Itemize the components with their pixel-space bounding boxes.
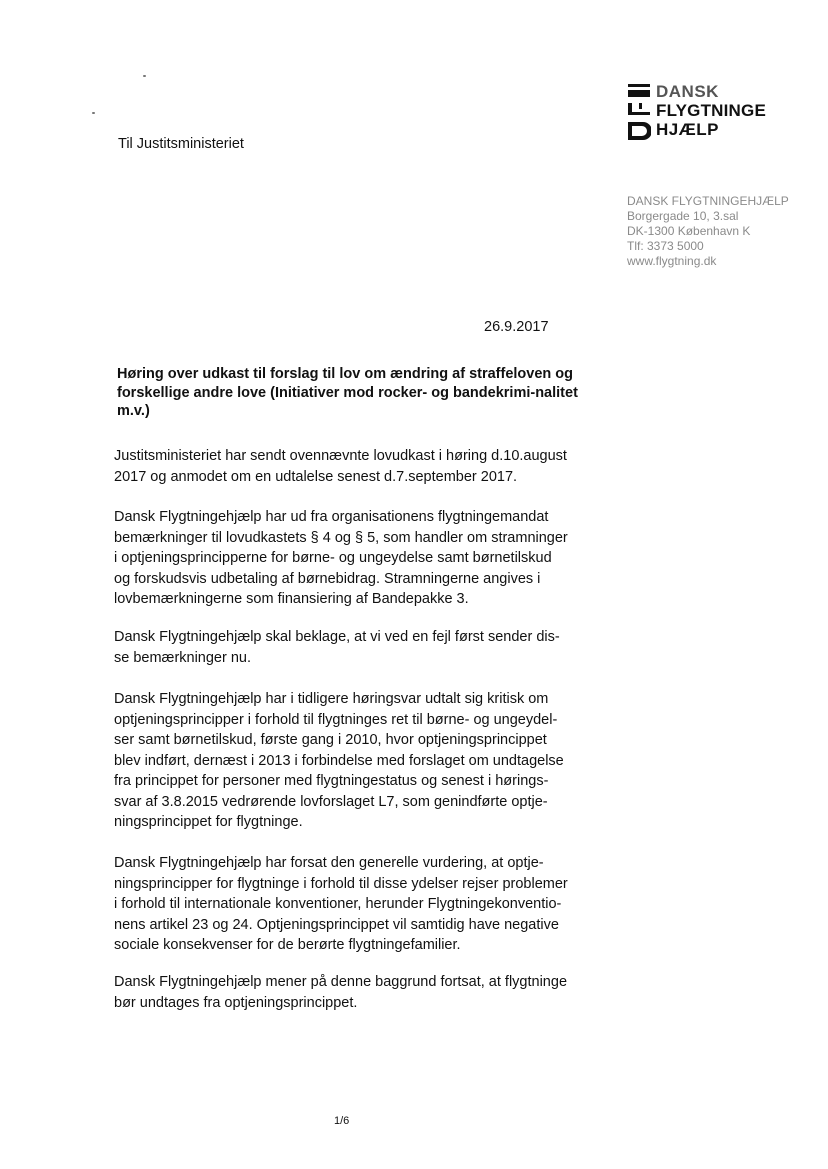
- logo-line-1: DANSK: [656, 82, 719, 101]
- logo-line-2: FLYGTNINGE: [656, 101, 766, 120]
- paragraph-line: nens artikel 23 og 24. Optjeningsprincippet vil samtidig have negative: [114, 916, 559, 933]
- organization-logo: [627, 82, 797, 144]
- dfh-emblem-icon: [627, 84, 651, 142]
- paragraph-line: lovbemærkningerne som finansiering af Bandepakke 3.: [114, 591, 469, 607]
- paragraph-line: optjeningsprincipper i forhold til flygtninges ret til børne- og ungeydel-: [114, 711, 558, 728]
- paragraph-line: sociale konsekvenser for de berørte flygtningefamilier.: [114, 937, 461, 953]
- sender-name: DANSK FLYGTNINGEHJÆLP: [627, 194, 789, 208]
- paragraph-6: [114, 972, 604, 1013]
- sender-city: DK-1300 København K: [627, 224, 751, 238]
- paragraph-line: og forskudsvis udbetaling af børnebidrag. Stramningerne angives i: [114, 570, 541, 587]
- paragraph-line: Dansk Flygtningehjælp mener på denne baggrund fortsat, at flygtninge: [114, 974, 568, 990]
- paragraph-line: Dansk Flygtningehjælp har i tidligere høringsvar udtalt sig kritisk om: [114, 691, 549, 707]
- paragraph-line: Dansk Flygtningehjælp har forsat den generelle vurdering, at optje-: [114, 855, 544, 871]
- paragraph-4: [114, 689, 604, 833]
- paragraph-line: i forhold til internationale konventioner, herunder Flygtningekonventio-: [114, 896, 562, 912]
- sender-address: [627, 194, 789, 269]
- logo-wordmark: [656, 82, 766, 139]
- letter-title: Høring over udkast til forslag til lov om ændring af straffeloven og forskellige andre love (Initiativer mod rocker- og bandekrimi-nalitet m.v.): [117, 366, 578, 419]
- letter-date: 26.9.2017: [484, 319, 549, 335]
- paragraph-1: [114, 446, 604, 487]
- paragraph-5: [114, 853, 604, 956]
- paragraph-line: svar af 3.8.2015 vedrørende lovforslaget L7, som genindførte optje-: [114, 793, 548, 810]
- paragraph-line: bør undtages fra optjeningsprincippet.: [114, 994, 358, 1011]
- paragraph-line: blev indført, dernæst i 2013 i forbindelse med forslaget om undtagelse: [114, 752, 564, 769]
- sender-web: www.flygtning.dk: [627, 254, 717, 268]
- sender-street: Borgergade 10, 3.sal: [627, 209, 739, 223]
- scan-speck: [143, 75, 146, 77]
- paragraph-line: fra princippet for personer med flygtningestatus og senest i hørings-: [114, 773, 549, 789]
- paragraph-line: Dansk Flygtningehjælp skal beklage, at vi ved en fejl først sender dis-: [114, 629, 560, 645]
- logo-line-3: HJÆLP: [656, 120, 719, 139]
- paragraph-2: [114, 507, 604, 610]
- paragraph-line: se bemærkninger nu.: [114, 649, 252, 666]
- paragraph-line: ningsprincipper for flygtninge i forhold til disse ydelser rejser problemer: [114, 875, 568, 892]
- recipient-line: Til Justitsministeriet: [118, 136, 244, 152]
- scan-speck: [92, 112, 95, 114]
- paragraph-3: [114, 627, 604, 668]
- paragraph-line: bemærkninger til lovudkastets § 4 og § 5, som handler om stramninger: [114, 529, 568, 546]
- paragraph-line: ningsprincippet for flygtninge.: [114, 814, 303, 830]
- paragraph-line: i optjeningsprincipperne for børne- og ungeydelse samt børnetilskud: [114, 550, 552, 566]
- page-number: 1/6: [334, 1115, 350, 1127]
- paragraph-line: Justitsministeriet har sendt ovennævnte lovudkast i høring d.10.august: [114, 448, 567, 464]
- paragraph-line: Dansk Flygtningehjælp har ud fra organisationens flygtningemandat: [114, 509, 549, 525]
- paragraph-line: ser samt børnetilskud, første gang i 2010, hvor optjeningsprincippet: [114, 732, 547, 748]
- paragraph-line: 2017 og anmodet om en udtalelse senest d.7.september 2017.: [114, 468, 518, 485]
- sender-phone: Tlf: 3373 5000: [627, 239, 704, 253]
